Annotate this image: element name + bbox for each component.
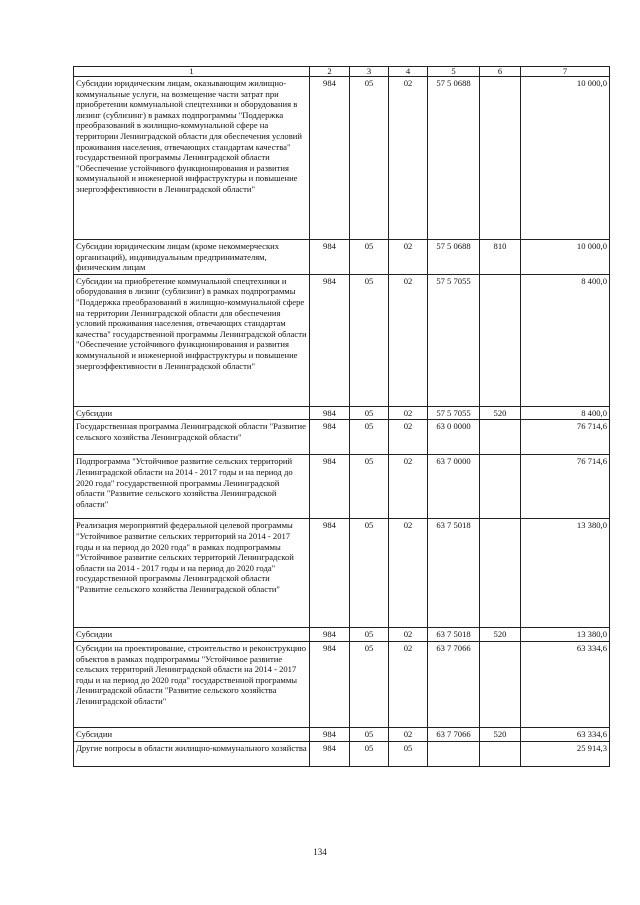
table-row	[74, 641, 610, 727]
row-vr	[480, 455, 521, 519]
row-ved: 984	[310, 727, 350, 741]
row-csr: 63 0 0000	[428, 420, 480, 455]
header-row	[74, 67, 610, 77]
row-rz: 05	[350, 727, 389, 741]
table-row	[74, 240, 610, 275]
row-rz: 05	[350, 455, 389, 519]
row-name: Реализация мероприятий федеральной целевой программы "Устойчивое развитие сельских территорий на 2014 - 2017 годы и на период до 2020 года" в рамках подпрограммы "Устойчивое развитие сельских территорий Ленинградской области на 2014 - 2017 годы и на период до 2020 года" государственной программы Ленинградской области "Развитие сельского хозяйства Ленинградской области"	[74, 519, 310, 628]
row-rz: 05	[350, 628, 389, 642]
header-cell-amount: 7	[521, 67, 610, 77]
table-row	[74, 741, 610, 766]
row-pr: 02	[389, 628, 428, 642]
row-amount: 10 000,0	[521, 77, 610, 240]
row-rz: 05	[350, 240, 389, 275]
row-rz: 05	[350, 519, 389, 628]
row-name: Субсидии юридическим лицам, оказывающим жилищно-коммунальные услуги, на возмещение части затрат при приобретении коммунальной спецтехники и оборудования в лизинг (сублизинг) в рамках подпрограммы "Поддержка преобразований в жилищно-коммунальной сфере на территории Ленинградской области для обеспечения условий проживания населения, отвечающих стандартам качества" государственной программы Ленинградской области "Обеспечение устойчивого функционирования и развития коммунальной и инженерной инфраструктуры и повышение энергоэффективности в Ленинградской области"	[74, 77, 310, 240]
row-csr: 63 7 7066	[428, 641, 480, 727]
row-csr: 63 7 5018	[428, 519, 480, 628]
row-amount: 8 400,0	[521, 274, 610, 406]
row-csr: 63 7 5018	[428, 628, 480, 642]
row-ved: 984	[310, 455, 350, 519]
row-name: Субсидии	[74, 628, 310, 642]
row-name: Другие вопросы в области жилищно-коммунального хозяйства	[74, 741, 310, 766]
row-csr	[428, 741, 480, 766]
header-cell-vr: 6	[480, 67, 521, 77]
row-vr	[480, 741, 521, 766]
row-pr: 02	[389, 406, 428, 420]
row-csr: 63 7 0000	[428, 455, 480, 519]
row-amount: 8 400,0	[521, 406, 610, 420]
row-ved: 984	[310, 628, 350, 642]
table-row	[74, 274, 610, 406]
row-csr: 57 5 0688	[428, 240, 480, 275]
row-rz: 05	[350, 406, 389, 420]
row-vr	[480, 77, 521, 240]
row-csr: 57 5 0688	[428, 77, 480, 240]
row-name: Субсидии	[74, 727, 310, 741]
row-vr	[480, 641, 521, 727]
row-vr	[480, 274, 521, 406]
header-cell-ved: 2	[310, 67, 350, 77]
row-vr	[480, 519, 521, 628]
row-amount: 13 380,0	[521, 628, 610, 642]
row-pr: 02	[389, 727, 428, 741]
budget-table	[73, 66, 610, 767]
row-vr: 520	[480, 628, 521, 642]
header-cell-rz: 3	[350, 67, 389, 77]
table-row	[74, 77, 610, 240]
row-amount: 63 334,6	[521, 641, 610, 727]
page-number: 134	[313, 847, 327, 857]
header-cell-pr: 4	[389, 67, 428, 77]
row-pr: 02	[389, 455, 428, 519]
row-amount: 13 380,0	[521, 519, 610, 628]
table-row	[74, 406, 610, 420]
header-cell-name: 1	[74, 67, 310, 77]
row-ved: 984	[310, 641, 350, 727]
row-rz: 05	[350, 274, 389, 406]
table-row	[74, 420, 610, 455]
row-amount: 10 000,0	[521, 240, 610, 275]
row-name: Субсидии	[74, 406, 310, 420]
row-ved: 984	[310, 519, 350, 628]
table-row	[74, 455, 610, 519]
row-rz: 05	[350, 77, 389, 240]
table-row	[74, 727, 610, 741]
row-name: Подпрограмма "Устойчивое развитие сельских территорий Ленинградской области на 2014 - 2017 годы и на период до 2020 года" государственной программы Ленинградской области "Развитие сельского хозяйства Ленинградской области"	[74, 455, 310, 519]
table-row	[74, 519, 610, 628]
row-csr: 63 7 7066	[428, 727, 480, 741]
row-csr: 57 5 7055	[428, 274, 480, 406]
row-name: Субсидии на приобретение коммунальной спецтехники и оборудования в лизинг (сублизинг) в рамках подпрограммы "Поддержка преобразований в жилищно-коммунальной сфере на территории Ленинградской области для обеспечения условий проживания населения, отвечающих стандартам качества" государственной программы Ленинградской области "Обеспечение устойчивого функционирования и развития коммунальной и инженерной инфраструктуры и повышение энергоэффективности в Ленинградской области"	[74, 274, 310, 406]
row-ved: 984	[310, 406, 350, 420]
row-pr: 02	[389, 420, 428, 455]
row-vr	[480, 420, 521, 455]
row-name: Субсидии юридическим лицам (кроме некоммерческих организаций), индивидуальным предпринимателям, физическим лицам	[74, 240, 310, 275]
row-vr: 810	[480, 240, 521, 275]
row-amount: 63 334,6	[521, 727, 610, 741]
row-amount: 76 714,6	[521, 420, 610, 455]
row-pr: 02	[389, 274, 428, 406]
row-pr: 02	[389, 240, 428, 275]
row-pr: 02	[389, 77, 428, 240]
row-amount: 76 714,6	[521, 455, 610, 519]
row-vr: 520	[480, 727, 521, 741]
row-pr: 05	[389, 741, 428, 766]
row-rz: 05	[350, 641, 389, 727]
row-ved: 984	[310, 420, 350, 455]
table-row	[74, 628, 610, 642]
row-vr: 520	[480, 406, 521, 420]
row-ved: 984	[310, 741, 350, 766]
row-pr: 02	[389, 641, 428, 727]
row-rz: 05	[350, 420, 389, 455]
row-csr: 57 5 7055	[428, 406, 480, 420]
row-amount: 25 914,3	[521, 741, 610, 766]
row-rz: 05	[350, 741, 389, 766]
header-cell-csr: 5	[428, 67, 480, 77]
row-ved: 984	[310, 77, 350, 240]
row-ved: 984	[310, 240, 350, 275]
row-name: Субсидии на проектирование, строительство и реконструкцию объектов в рамках подпрограммы "Устойчивое развитие сельских территорий Ленинградской области на 2014 - 2017 годы и на период до 2020 года" государственной программы Ленинградской области "Развитие сельского хозяйства Ленинградской области"	[74, 641, 310, 727]
row-name: Государственная программа Ленинградской области "Развитие сельского хозяйства Ленинградской области"	[74, 420, 310, 455]
row-pr: 02	[389, 519, 428, 628]
row-ved: 984	[310, 274, 350, 406]
